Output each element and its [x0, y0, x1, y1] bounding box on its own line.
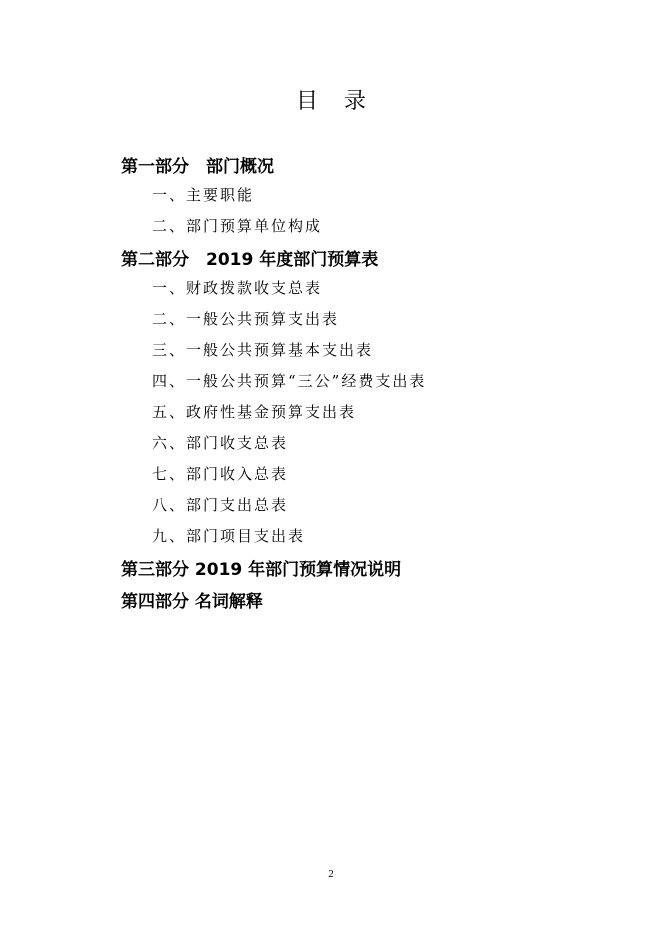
toc-part2-item-5: 五、政府性基金预算支出表	[152, 403, 357, 421]
page-number: 2	[328, 868, 334, 880]
toc-part2-item-7: 七、部门收入总表	[152, 465, 289, 483]
toc-part2-item-4: 四、一般公共预算“三公”经费支出表	[152, 372, 427, 390]
toc-title: 目录	[295, 89, 392, 114]
toc-part-4: 第四部分 名词解释	[121, 592, 263, 612]
toc-part2-item-9: 九、部门项目支出表	[152, 527, 306, 545]
toc-part2-item-8: 八、部门支出总表	[152, 496, 289, 514]
toc-part1-item-1: 一、主要职能	[152, 186, 255, 204]
toc-part2-item-3: 三、一般公共预算基本支出表	[152, 341, 374, 359]
toc-part-3: 第三部分 2019 年部门预算情况说明	[121, 560, 402, 580]
toc-part2-item-2: 二、一般公共预算支出表	[152, 310, 340, 328]
toc-part1-item-2: 二、部门预算单位构成	[152, 217, 323, 235]
toc-part-2: 第二部分 2019 年度部门预算表	[121, 250, 379, 270]
toc-part2-item-6: 六、部门收支总表	[152, 434, 289, 452]
toc-part2-item-1: 一、财政拨款收支总表	[152, 279, 323, 297]
toc-part-1: 第一部分 部门概况	[121, 157, 274, 177]
